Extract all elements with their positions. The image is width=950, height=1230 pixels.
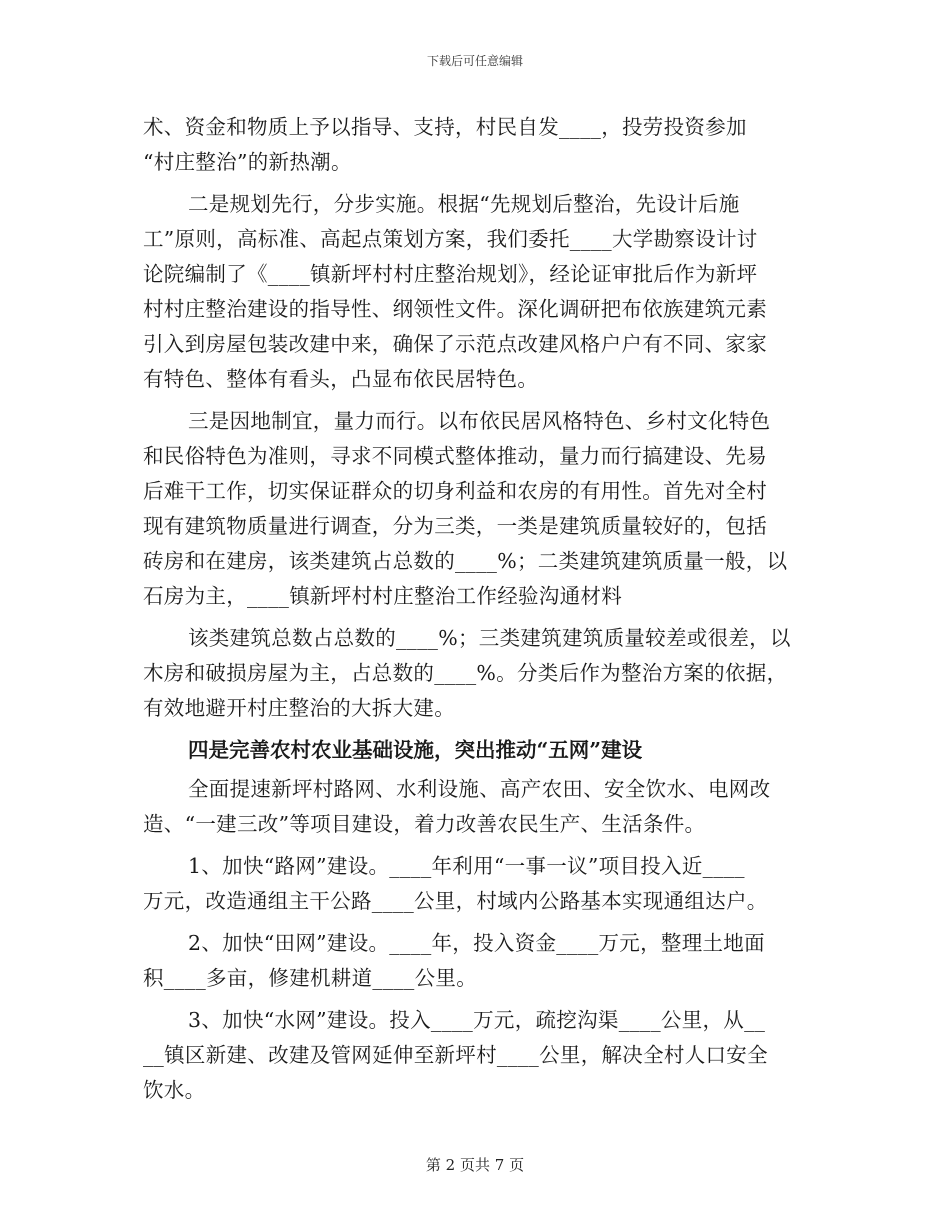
page-number: 第 2 页共 7 页 — [425, 1156, 525, 1174]
text-line: __镇区新建、改建及管网延伸至新坪村____公里，解决全村人口安全 — [143, 1043, 768, 1067]
text-line: 术、资金和物质上予以指导、支持，村民自发____，投劳投资参加 — [143, 115, 747, 139]
text-line: 该类建筑总数占总数的____%；三类建筑建筑质量较差或很差，以 — [188, 626, 791, 650]
text-line: 造、“一建三改”等项目建设，着力改善农民生产、生活条件。 — [143, 812, 706, 836]
text-line: 饮水。 — [143, 1078, 206, 1102]
text-line: 村村庄整治建设的指导性、纲领性文件。深化调研把布依族建筑元素 — [143, 297, 767, 321]
text-line: 有效地避开村庄整治的大拆大建。 — [143, 696, 455, 720]
text-line: 工”原则，高标准、高起点策划方案，我们委托____大学勘察设计讨 — [143, 227, 758, 251]
text-line: 三是因地制宜，量力而行。以布依民居风格特色、乡村文化特色 — [188, 409, 771, 433]
text-line: 后难干工作，切实保证群众的切身利益和农房的有用性。首先对全村 — [143, 479, 767, 503]
text-line: 积____多亩，修建机耕道____公里。 — [143, 966, 477, 990]
paragraph-planning — [143, 187, 811, 397]
text-line: “村庄整治”的新热潮。 — [143, 150, 352, 174]
text-line: 石房为主，____镇新坪村村庄整治工作经验沟通材料 — [143, 584, 622, 608]
text-line: 1、加快“路网”建设。____年利用“一事一议”项目投入近____ — [188, 854, 745, 878]
text-line: 3、加快“水网”建设。投入____万元，疏挖沟渠____公里，从__ — [188, 1008, 766, 1032]
paragraph-building-classes — [143, 621, 811, 726]
text-line: 木房和破损房屋为主，占总数的____%。分类后作为整治方案的依据， — [143, 661, 788, 685]
paragraph-field-network — [143, 926, 811, 996]
text-line: 引入到房屋包装改建中来，确保了示范点改建风格户户有不同、家家 — [143, 332, 767, 356]
text-line: 砖房和在建房，该类建筑占总数的____%；二类建筑建筑质量一般，以 — [143, 549, 788, 573]
text-line: 和民俗特色为准则，寻求不同模式整体推动，量力而行搞建设、先易 — [143, 444, 767, 468]
paragraph-overview — [143, 772, 811, 842]
paragraph-local-conditions — [143, 404, 811, 614]
text-line: 万元，改造通组主干公路____公里，村域内公路基本实现通组达户。 — [143, 889, 768, 913]
text-line: 2、加快“田网”建设。____年，投入资金____万元，整理土地面 — [188, 931, 765, 955]
section-heading: 四是完善农村农业基础设施，突出推动“五网”建设 — [188, 738, 643, 762]
paragraph-water-network — [143, 1003, 811, 1108]
text-line: 论院编制了《____镇新坪村村庄整治规划》，经论证审批后作为新坪 — [143, 262, 758, 286]
paragraph-continuation — [143, 110, 811, 180]
text-line: 全面提速新坪村路网、水利设施、高产农田、安全饮水、电网改 — [188, 777, 771, 801]
text-line: 现有建筑物质量进行调查，分为三类，一类是建筑质量较好的，包括 — [143, 514, 767, 538]
page-header: 下载后可任意编辑 — [426, 54, 523, 68]
text-line: 二是规划先行，分步实施。根据“先规划后整治，先设计后施 — [188, 192, 740, 216]
paragraph-road-network — [143, 849, 811, 919]
document-body — [143, 110, 811, 1115]
text-line: 有特色、整体有看头，凸显布依民居特色。 — [143, 367, 539, 391]
